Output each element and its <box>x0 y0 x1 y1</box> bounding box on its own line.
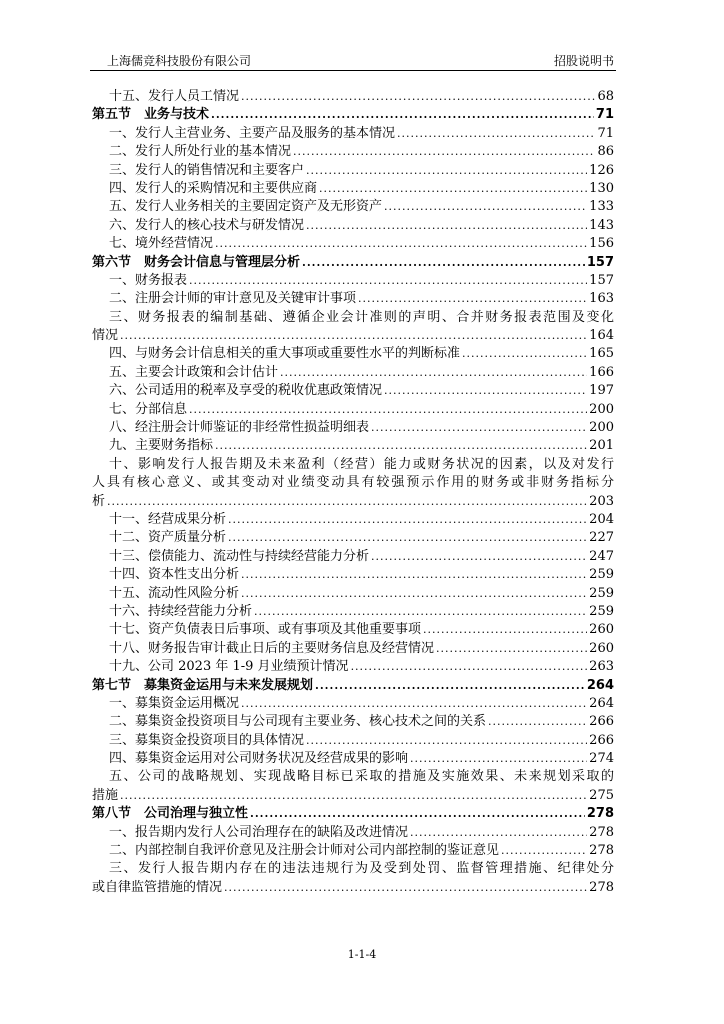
toc-entry-row <box>92 437 614 455</box>
toc-page-number: 197 <box>589 383 614 399</box>
toc-entry[interactable] <box>92 125 614 143</box>
toc-entry[interactable] <box>92 180 614 198</box>
toc-page-number: 166 <box>589 364 614 380</box>
toc-entry-title: 十一、经营成果分析 <box>109 511 227 527</box>
dot-leader <box>280 364 587 382</box>
toc-entry-title: 二、注册会计师的审计意见及关键审计事项 <box>109 291 357 307</box>
toc-entry-title: 六、发行人的核心技术与研发情况 <box>109 217 305 233</box>
toc-page-number: 133 <box>589 199 614 215</box>
toc-entry[interactable] <box>92 860 614 897</box>
dot-leader <box>410 824 587 842</box>
toc-entry[interactable] <box>92 585 614 603</box>
toc-page-number: 165 <box>589 346 614 362</box>
toc-page-number: 264 <box>589 695 614 711</box>
toc-entry-row <box>92 493 614 511</box>
dot-leader <box>501 842 587 860</box>
dot-leader <box>319 180 587 198</box>
dot-leader <box>293 143 595 161</box>
toc-page-number: 278 <box>589 824 614 840</box>
toc-entry[interactable] <box>92 603 614 621</box>
toc-entry[interactable] <box>92 143 614 161</box>
toc-entry-title: 五、发行人业务相关的主要固定资产及无形资产 <box>109 199 383 215</box>
dot-leader <box>423 621 587 639</box>
toc-entry-title: 八、经注册会计师鉴证的非经常性损益明细表 <box>109 420 370 436</box>
toc-entry-row <box>92 511 614 529</box>
toc-entry-title: 七、分部信息 <box>109 401 188 417</box>
toc-entry-row <box>92 879 614 897</box>
toc-entry[interactable] <box>92 272 614 290</box>
toc-entry[interactable] <box>92 529 614 547</box>
dot-leader <box>241 695 587 713</box>
toc-page-number: 264 <box>586 677 614 693</box>
toc-entry-row <box>92 125 614 143</box>
toc-entry-title: 七、境外经营情况 <box>109 236 214 252</box>
toc-entry-title: 一、财务报表 <box>109 272 188 288</box>
toc-page-number: 71 <box>597 125 614 141</box>
page-number: 1-1-4 <box>347 948 377 961</box>
toc-entry-title: 四、发行人的采购情况和主要供应商 <box>109 180 318 196</box>
toc-entry-title: 措施 <box>92 787 119 803</box>
toc-entry-row <box>92 272 614 290</box>
toc-entry[interactable] <box>92 345 614 363</box>
toc-entry[interactable] <box>92 456 614 511</box>
dot-leader <box>358 290 587 308</box>
toc-entry-row <box>92 824 614 842</box>
toc-entry-title: 三、募集资金投资项目的具体情况 <box>109 732 305 748</box>
toc-page-number: 156 <box>589 236 614 252</box>
toc-section-title: 第八节 公司治理与独立性 <box>92 806 249 822</box>
toc-entry-title: 十三、偿债能力、流动性与持续经营能力分析 <box>109 548 370 564</box>
toc-entry-row <box>92 364 614 382</box>
toc-page-number: 247 <box>589 548 614 564</box>
toc-section-entry[interactable] <box>92 254 614 272</box>
toc-page-number: 278 <box>589 879 614 895</box>
toc-section-title: 第七节 募集资金运用与未来发展规划 <box>92 677 314 693</box>
dot-leader <box>371 548 587 566</box>
toc-entry[interactable] <box>92 419 614 437</box>
toc-entry-title: 一、报告期内发行人公司治理存在的缺陷及改进情况 <box>109 824 409 840</box>
dot-leader <box>371 419 587 437</box>
toc-entry-title: 十五、发行人员工情况 <box>109 89 240 104</box>
toc-entry-row <box>92 198 614 216</box>
toc-page-number: 278 <box>589 843 614 859</box>
toc-page-number: 200 <box>589 420 614 436</box>
toc-entry[interactable] <box>92 162 614 180</box>
toc-page-number: 71 <box>595 107 614 123</box>
toc-entry[interactable] <box>92 88 614 106</box>
toc-entry[interactable] <box>92 548 614 566</box>
dot-leader <box>241 566 587 584</box>
toc-page-number: 200 <box>589 401 614 417</box>
dot-leader <box>241 585 587 603</box>
toc-section-entry[interactable] <box>92 677 614 695</box>
toc-entry[interactable] <box>92 640 614 658</box>
toc-entry-row <box>92 603 614 621</box>
toc-entry-title-line: 十、影响发行人报告期及未来盈利（经营）能力或财务状况的因素，以及对发行 <box>109 456 614 472</box>
page-header <box>90 50 616 71</box>
toc-entry-row <box>92 713 614 731</box>
toc-page-number: 260 <box>589 640 614 656</box>
toc-page-number: 259 <box>589 567 614 583</box>
toc-entry-title: 九、主要财务指标 <box>109 438 214 454</box>
dot-leader <box>397 125 595 143</box>
toc-entry-title: 十八、财务报告审计截止日后的主要财务信息及经营情况 <box>109 640 435 656</box>
toc-entry-title: 十四、资本性支出分析 <box>109 567 240 583</box>
toc-entry-row <box>92 529 614 547</box>
toc-entry-row <box>92 106 614 124</box>
toc-entry-row <box>92 254 614 272</box>
toc-page-number: 130 <box>589 180 614 196</box>
toc-entry-title-line: 五、公司的战略规划、实现战略目标已采取的措施及实施效果、未来规划采取的 <box>109 769 614 785</box>
table-of-contents <box>92 88 614 897</box>
dot-leader <box>107 493 587 511</box>
toc-entry-title: 十二、资产质量分析 <box>109 530 227 546</box>
toc-entry-title: 一、发行人主营业务、主要产品及服务的基本情况 <box>109 125 396 141</box>
toc-section-entry[interactable] <box>92 106 614 124</box>
toc-entry-row <box>92 162 614 180</box>
toc-entry-row <box>92 401 614 419</box>
toc-entry[interactable] <box>92 401 614 419</box>
toc-section-title: 第五节 业务与技术 <box>92 107 210 123</box>
toc-entry[interactable] <box>92 658 614 676</box>
toc-entry-row <box>92 290 614 308</box>
toc-entry[interactable] <box>92 750 614 768</box>
toc-entry-title-line: 三、财务报表的编制基础、遵循企业会计准则的声明、合并财务报表范围及变化 <box>109 309 614 325</box>
toc-entry-row <box>92 88 614 106</box>
toc-entry[interactable] <box>92 566 614 584</box>
toc-entry-row <box>92 640 614 658</box>
toc-entry-title: 情况 <box>92 328 119 344</box>
dot-leader <box>228 529 587 547</box>
toc-entry-title: 二、募集资金投资项目与公司现有主要业务、核心技术之间的关系 <box>109 714 487 730</box>
dot-leader <box>224 879 587 897</box>
dot-leader <box>436 640 587 658</box>
toc-section-entry[interactable] <box>92 805 614 823</box>
toc-entry-row <box>92 419 614 437</box>
dot-leader <box>384 198 587 216</box>
dot-leader <box>462 345 587 363</box>
company-name: 上海儒竞科技股份有限公司 <box>107 54 252 68</box>
toc-entry[interactable] <box>92 364 614 382</box>
toc-page-number: 203 <box>589 493 614 509</box>
toc-entry-row <box>92 143 614 161</box>
dot-leader <box>120 787 587 805</box>
dot-leader <box>384 382 587 400</box>
toc-page-number: 227 <box>589 530 614 546</box>
dot-leader <box>215 235 587 253</box>
toc-page-number: 259 <box>589 603 614 619</box>
toc-entry[interactable] <box>92 695 614 713</box>
toc-entry-row <box>92 548 614 566</box>
toc-entry[interactable] <box>92 824 614 842</box>
toc-page-number: 204 <box>589 511 614 527</box>
toc-entry-row <box>92 842 614 860</box>
dot-leader <box>315 677 585 695</box>
toc-page-number: 126 <box>589 162 614 178</box>
dot-leader <box>306 217 587 235</box>
toc-section-title: 第六节 财务会计信息与管理层分析 <box>92 254 301 270</box>
toc-entry-title: 或自律监管措施的情况 <box>92 879 223 895</box>
toc-page-number: 157 <box>589 272 614 288</box>
toc-entry-row <box>92 382 614 400</box>
toc-entry-title: 二、发行人所处行业的基本情况 <box>109 144 292 160</box>
toc-page-number: 266 <box>589 714 614 730</box>
toc-entry-row <box>92 621 614 639</box>
toc-entry-row <box>92 695 614 713</box>
toc-page-number: 266 <box>589 732 614 748</box>
toc-page-number: 68 <box>597 89 614 104</box>
toc-entry[interactable] <box>92 842 614 860</box>
toc-entry-row <box>92 805 614 823</box>
toc-page-number: 157 <box>586 254 614 270</box>
toc-entry[interactable] <box>92 217 614 235</box>
dot-leader <box>306 162 587 180</box>
toc-page-number: 86 <box>597 144 614 160</box>
toc-entry[interactable] <box>92 309 614 346</box>
toc-entry-title: 十七、资产负债表日后事项、或有事项及其他重要事项 <box>109 622 422 638</box>
toc-entry-title: 六、公司适用的税率及享受的税收优惠政策情况 <box>109 383 383 399</box>
toc-entry[interactable] <box>92 713 614 731</box>
dot-leader <box>228 511 587 529</box>
dot-leader <box>120 327 587 345</box>
toc-page-number: 263 <box>589 659 614 675</box>
dot-leader <box>189 272 587 290</box>
toc-entry[interactable] <box>92 511 614 529</box>
toc-page-number: 278 <box>586 806 614 822</box>
toc-entry-title: 三、发行人的销售情况和主要客户 <box>109 162 305 178</box>
toc-page-number: 259 <box>589 585 614 601</box>
dot-leader <box>488 713 587 731</box>
toc-entry[interactable] <box>92 437 614 455</box>
toc-entry-title: 四、与财务会计信息相关的重大事项或重要性水平的判断标准 <box>109 346 461 362</box>
toc-page-number: 275 <box>589 787 614 803</box>
toc-entry-title: 四、募集资金运用对公司财务状况及经营成果的影响 <box>109 751 409 767</box>
dot-leader <box>302 254 585 272</box>
toc-entry-title-line: 三、发行人报告期内存在的违法违规行为及受到处罚、监督管理措施、纪律处分 <box>109 861 614 877</box>
toc-entry-title: 五、主要会计政策和会计估计 <box>109 364 279 380</box>
dot-leader <box>306 732 587 750</box>
toc-entry-row <box>92 732 614 750</box>
toc-entry-title: 一、募集资金运用概况 <box>109 695 240 711</box>
dot-leader <box>254 603 587 621</box>
dot-leader <box>250 805 585 823</box>
toc-page-number: 260 <box>589 622 614 638</box>
toc-page-number: 163 <box>589 291 614 307</box>
toc-entry-title: 析 <box>92 493 106 509</box>
toc-entry-row <box>92 787 614 805</box>
toc-entry[interactable] <box>92 768 614 805</box>
dot-leader <box>351 658 588 676</box>
toc-entry-row <box>92 180 614 198</box>
toc-entry-row <box>92 217 614 235</box>
dot-leader <box>410 750 587 768</box>
toc-page-number: 164 <box>589 328 614 344</box>
toc-entry-row <box>92 566 614 584</box>
toc-entry-title: 十五、流动性风险分析 <box>109 585 240 601</box>
toc-entry[interactable] <box>92 235 614 253</box>
toc-entry-row <box>92 235 614 253</box>
toc-entry[interactable] <box>92 198 614 216</box>
dot-leader <box>241 88 595 106</box>
toc-entry-title-line: 人具有核心意义、或其变动对业绩变动具有较强预示作用的财务或非财务指标分 <box>92 475 614 491</box>
dot-leader <box>211 106 594 124</box>
toc-page-number: 143 <box>589 217 614 233</box>
toc-entry-row <box>92 750 614 768</box>
toc-entry-row <box>92 327 614 345</box>
toc-page-number: 201 <box>589 438 614 454</box>
dot-leader <box>189 401 587 419</box>
toc-entry-title: 十九、公司 2023 年 1-9 月业绩预计情况 <box>109 659 349 675</box>
toc-entry-title: 二、内部控制自我评价意见及注册会计师对公司内部控制的鉴证意见 <box>109 843 500 859</box>
document-type: 招股说明书 <box>553 54 614 68</box>
toc-entry-row <box>92 658 614 676</box>
toc-entry[interactable] <box>92 732 614 750</box>
toc-entry-row <box>92 345 614 363</box>
toc-entry[interactable] <box>92 290 614 308</box>
toc-entry-title: 十六、持续经营能力分析 <box>109 603 253 619</box>
toc-entry[interactable] <box>92 382 614 400</box>
toc-page-number: 274 <box>589 751 614 767</box>
toc-entry[interactable] <box>92 621 614 639</box>
toc-entry-row <box>92 585 614 603</box>
toc-entry-row <box>92 677 614 695</box>
dot-leader <box>215 437 587 455</box>
